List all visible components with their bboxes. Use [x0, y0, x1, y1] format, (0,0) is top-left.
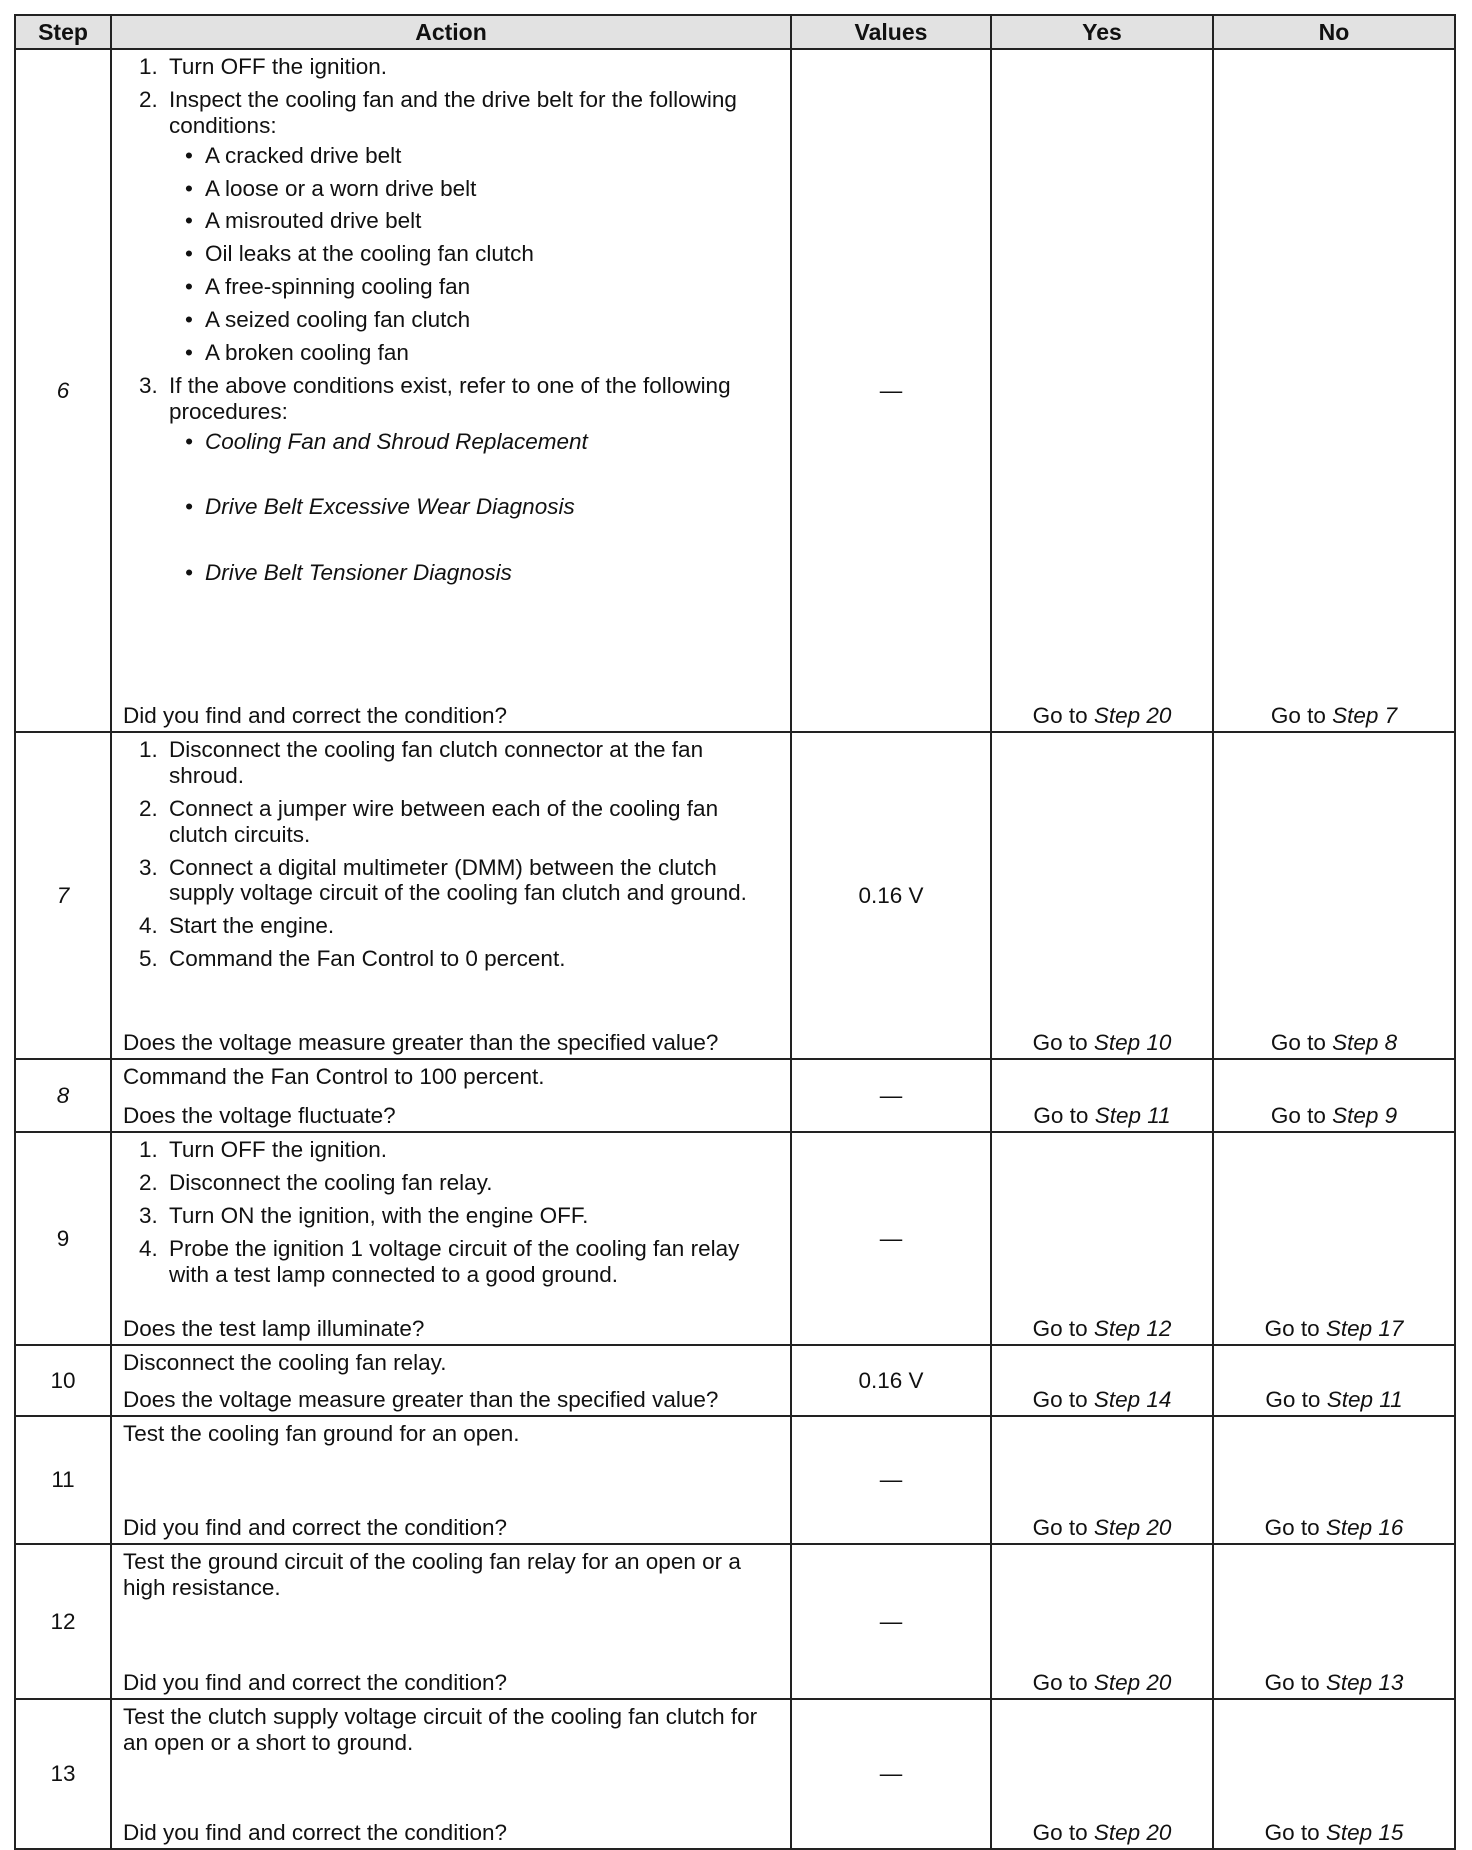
action-step: 3. Turn ON the ignition, with the engine OFF.: [139, 1202, 589, 1228]
yes-link[interactable]: Step 20: [1093, 703, 1172, 729]
step-number: 12: [15, 1544, 111, 1699]
no-cell: Go to Step 9: [1213, 1059, 1455, 1132]
action-step: 2. Inspect the cooling fan and the drive belt for the following conditions: • A cracked drive belt • A loose or a worn drive belt • A misrouted drive belt • Oil leaks at the cooling fan clutch • A free-spinning cooling fan • A seized cooling fan clutch • A broken cooling fan: [123, 87, 782, 366]
header-row: [15, 15, 1455, 49]
no-cell: Go to Step 7: [1213, 49, 1455, 732]
yes-cell: Go to Step 20: [991, 1544, 1213, 1699]
no-link[interactable]: Step 16: [1325, 1515, 1404, 1541]
procedure-link[interactable]: • Cooling Fan and Shroud Replacement: [185, 428, 588, 454]
action-cell: [111, 1345, 791, 1416]
action-step: 1. Disconnect the cooling fan clutch connector at the fan shroud.: [139, 737, 704, 788]
step-number: 8: [15, 1059, 111, 1132]
yes-link[interactable]: Step 10: [1093, 1030, 1172, 1056]
action-step: 2. Disconnect the cooling fan relay.: [139, 1169, 493, 1195]
action-cell: [111, 1416, 791, 1544]
action-step: 4. Start the engine.: [139, 913, 335, 939]
list-item: • Oil leaks at the cooling fan clutch: [185, 241, 534, 267]
action-question: Does the voltage measure greater than the specified value?: [123, 1387, 719, 1413]
values-cell: —: [791, 1416, 991, 1544]
action-question: Does the voltage measure greater than the specified value?: [123, 1030, 719, 1056]
yes-link[interactable]: Step 12: [1093, 1316, 1172, 1342]
action-cell: [111, 732, 791, 1059]
table-row-step-10: [15, 1345, 1455, 1416]
action-text: Command the Fan Control to 100 percent.: [123, 1064, 545, 1089]
step-number: 9: [15, 1132, 111, 1345]
no-link[interactable]: Step 13: [1325, 1670, 1404, 1696]
procedure-list: [169, 429, 782, 587]
values-cell: 0.16 V: [791, 732, 991, 1059]
values-cell: —: [791, 1132, 991, 1345]
list-item: • A misrouted drive belt: [185, 208, 422, 234]
header-action: Action: [111, 15, 791, 49]
diagnostic-table-sheet: [14, 14, 1454, 1846]
list-item: • A free-spinning cooling fan: [185, 274, 471, 300]
yes-cell: Go to Step 20: [991, 1699, 1213, 1849]
no-link[interactable]: Step 15: [1325, 1820, 1404, 1846]
header-no: No: [1213, 15, 1455, 49]
yes-cell: Go to Step 20: [991, 1416, 1213, 1544]
yes-cell: Go to Step 12: [991, 1132, 1213, 1345]
values-cell: —: [791, 1544, 991, 1699]
action-step: 3. If the above conditions exist, refer to one of the following procedures: • Cooling Fan and Shroud Replacement • Drive Belt Excessive Wear Diagnosis • Drive Belt Tensioner Diagnosis: [123, 373, 782, 586]
action-steps: [123, 1137, 782, 1294]
no-cell: Go to Step 8: [1213, 732, 1455, 1059]
list-item: • A broken cooling fan: [185, 339, 409, 365]
action-question: Did you find and correct the condition?: [123, 1515, 507, 1541]
action-question: Did you find and correct the condition?: [123, 1820, 507, 1846]
yes-link[interactable]: Step 11: [1094, 1103, 1171, 1129]
no-cell: Go to Step 17: [1213, 1132, 1455, 1345]
values-cell: —: [791, 1699, 991, 1849]
yes-link[interactable]: Step 20: [1093, 1515, 1172, 1541]
action-cell: [111, 1544, 791, 1699]
no-link[interactable]: Step 11: [1326, 1387, 1403, 1413]
table-row-step-11: [15, 1416, 1455, 1544]
step-number: 13: [15, 1699, 111, 1849]
table-row-step-8: [15, 1059, 1455, 1132]
condition-list: [169, 143, 782, 366]
action-cell: [111, 49, 791, 732]
action-step: 4. Probe the ignition 1 voltage circuit of the cooling fan relay with a test lamp connected to a good ground.: [139, 1235, 740, 1287]
values-cell: —: [791, 1059, 991, 1132]
no-link[interactable]: Step 17: [1325, 1316, 1404, 1342]
list-item: • A seized cooling fan clutch: [185, 307, 471, 332]
action-cell: [111, 1059, 791, 1132]
header-step: Step: [15, 15, 111, 49]
action-cell: [111, 1132, 791, 1345]
values-cell: —: [791, 49, 991, 732]
diagnostic-table: [14, 14, 1456, 1850]
no-link[interactable]: Step 7: [1332, 703, 1398, 729]
no-cell: Go to Step 16: [1213, 1416, 1455, 1544]
step-number: 11: [15, 1416, 111, 1544]
table-row-step-9: [15, 1132, 1455, 1345]
yes-cell: Go to Step 20: [991, 49, 1213, 732]
action-text: Disconnect the cooling fan relay.: [123, 1350, 447, 1375]
action-step: 3. Connect a digital multimeter (DMM) between the clutch supply voltage circuit of the cooling fan clutch and ground.: [139, 854, 747, 906]
action-steps: [123, 54, 782, 586]
action-text: Test the ground circuit of the cooling fan relay for an open or a high resistance.: [123, 1549, 741, 1600]
yes-link[interactable]: Step 20: [1093, 1820, 1172, 1846]
action-question: Does the test lamp illuminate?: [123, 1316, 425, 1342]
action-question: Did you find and correct the condition?: [123, 1670, 507, 1696]
action-step: 1. Turn OFF the ignition.: [139, 54, 388, 79]
action-cell: [111, 1699, 791, 1849]
yes-cell: Go to Step 14: [991, 1345, 1213, 1416]
action-question: Does the voltage fluctuate?: [123, 1103, 396, 1129]
action-question: Did you find and correct the condition?: [123, 703, 507, 729]
procedure-link[interactable]: • Drive Belt Excessive Wear Diagnosis: [185, 494, 575, 520]
yes-link[interactable]: Step 20: [1093, 1670, 1172, 1696]
step-number: 6: [15, 49, 111, 732]
action-text: Test the cooling fan ground for an open.: [123, 1421, 520, 1446]
procedure-link[interactable]: • Drive Belt Tensioner Diagnosis: [185, 560, 512, 586]
action-steps: [123, 737, 782, 979]
header-yes: Yes: [991, 15, 1213, 49]
step-number: 10: [15, 1345, 111, 1416]
no-link[interactable]: Step 9: [1332, 1103, 1398, 1129]
no-link[interactable]: Step 8: [1332, 1030, 1398, 1056]
action-text: Test the clutch supply voltage circuit of the cooling fan clutch for an open or a short to ground.: [123, 1704, 758, 1755]
action-step: 1. Turn OFF the ignition.: [139, 1137, 388, 1162]
action-step: 5. Command the Fan Control to 0 percent.: [139, 946, 566, 972]
header-values: Values: [791, 15, 991, 49]
no-cell: Go to Step 11: [1213, 1345, 1455, 1416]
yes-cell: Go to Step 11: [991, 1059, 1213, 1132]
list-item: • A loose or a worn drive belt: [185, 175, 477, 201]
table-row-step-7: [15, 732, 1455, 1059]
table-row-step-6: [15, 49, 1455, 732]
step-number: 7: [15, 732, 111, 1059]
values-cell: 0.16 V: [791, 1345, 991, 1416]
no-cell: Go to Step 15: [1213, 1699, 1455, 1849]
action-step: 2. Connect a jumper wire between each of the cooling fan clutch circuits.: [139, 795, 719, 847]
list-item: • A cracked drive belt: [185, 142, 402, 168]
yes-link[interactable]: Step 14: [1093, 1387, 1172, 1413]
table-row-step-12: [15, 1544, 1455, 1699]
no-cell: Go to Step 13: [1213, 1544, 1455, 1699]
yes-cell: Go to Step 10: [991, 732, 1213, 1059]
table-row-step-13: [15, 1699, 1455, 1849]
